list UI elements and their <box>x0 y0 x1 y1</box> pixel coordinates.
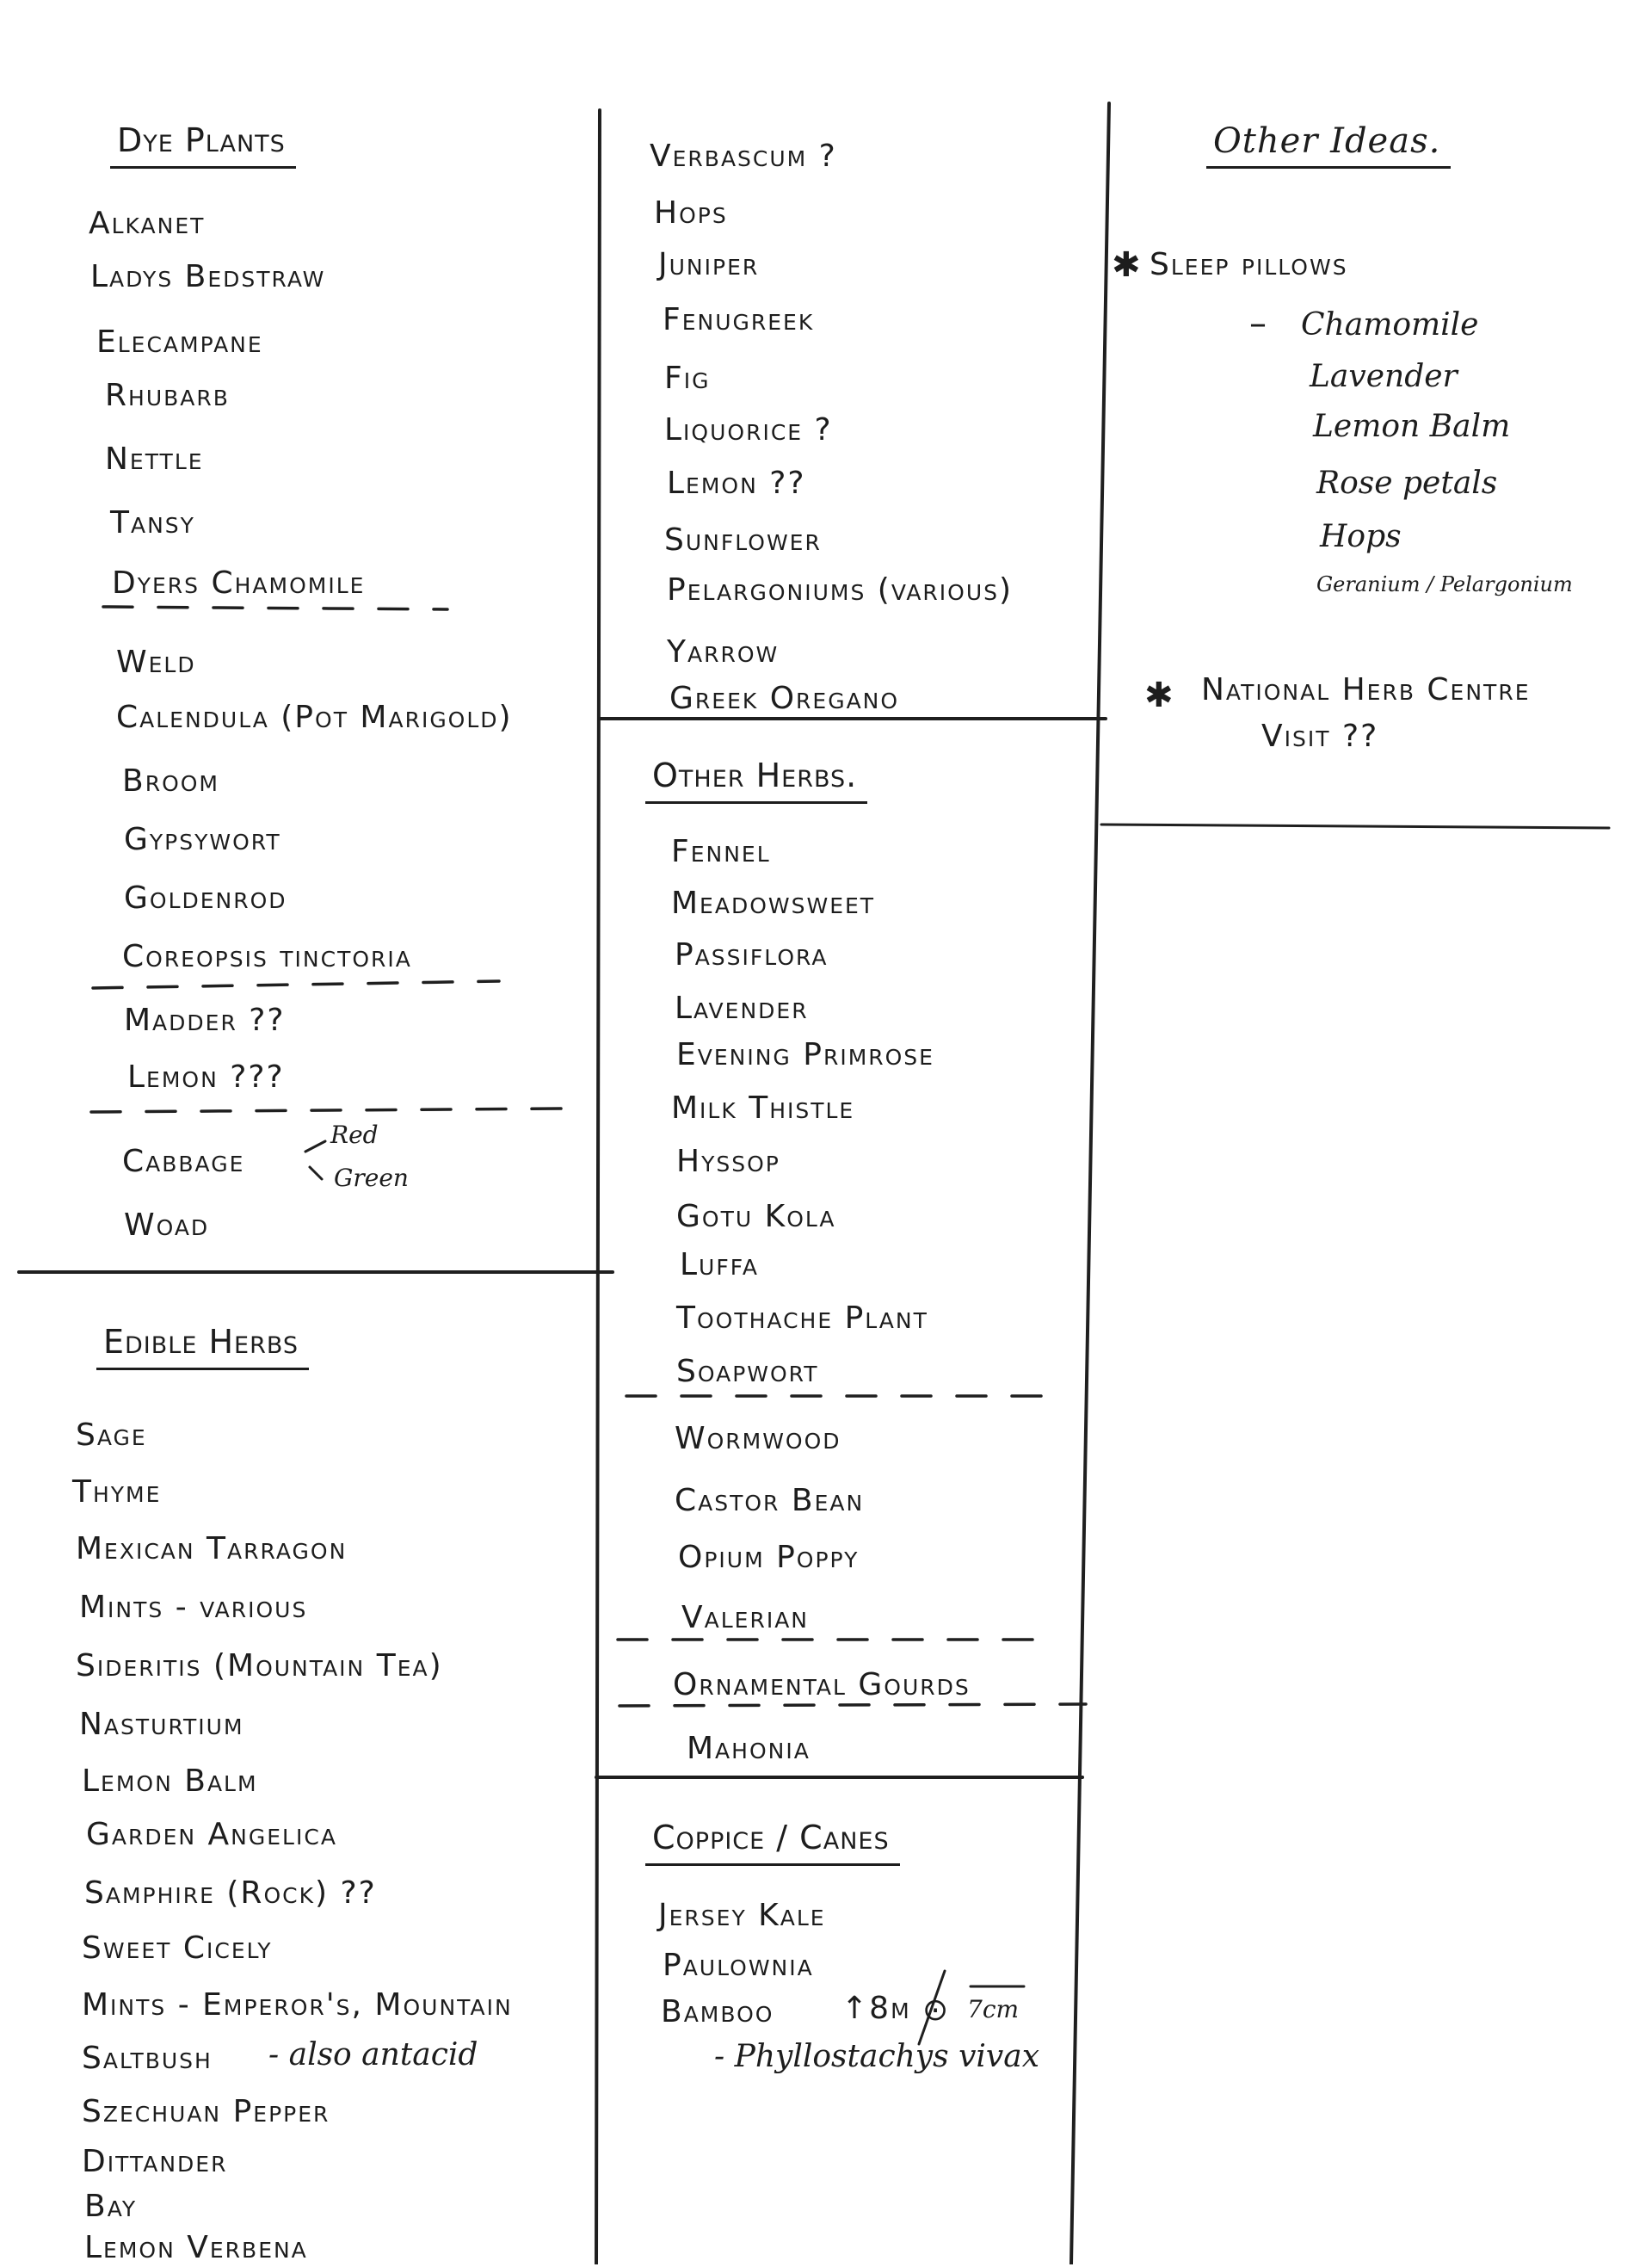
dye-plants-title: Dye Plants <box>117 121 286 159</box>
other-herb-item: Valerian <box>681 1600 809 1635</box>
other-herb-item: Wormwood <box>675 1421 841 1456</box>
middle-item: Sunflower <box>664 522 822 558</box>
dye-plant-item: Rhubarb <box>105 378 230 413</box>
bamboo-diameter-mark: ⊙ <box>922 1992 949 2028</box>
coppice-item: Paulownia <box>663 1948 814 1983</box>
dye-plant-item: Goldenrod <box>124 880 287 916</box>
middle-item: Fig <box>664 361 711 396</box>
edible-herb-item: Lemon Balm <box>82 1764 258 1799</box>
other-herb-item: Milk Thistle <box>671 1090 855 1126</box>
other-herb-item: Passiflora <box>675 937 829 973</box>
middle-item: Lemon ?? <box>667 466 806 501</box>
saltbush-note: - also antacid <box>268 2037 478 2072</box>
edible-herb-item: Sage <box>76 1418 147 1453</box>
coppice-item: Jersey Kale <box>658 1898 826 1933</box>
pillow-item: Hops <box>1320 519 1402 554</box>
dye-plant-item: Nettle <box>105 442 204 477</box>
dye-plant-item: Elecampane <box>96 324 263 360</box>
coppice-item: Bamboo <box>661 1994 774 2029</box>
other-herb-item: Toothache Plant <box>676 1300 928 1336</box>
divider-right-column <box>1071 103 1109 2264</box>
dye-plant-item: Tansy <box>110 505 195 540</box>
dye-plant-item: Coreopsis tinctoria <box>122 939 412 974</box>
herb-centre-line2: Visit ?? <box>1261 719 1379 754</box>
edible-herb-item: Garden Angelica <box>86 1817 337 1852</box>
pillow-item: Lavender <box>1310 359 1458 394</box>
dye-plant-item: Madder ?? <box>124 1003 286 1038</box>
other-herb-item: Luffa <box>680 1247 759 1282</box>
other-herb-item: Castor Bean <box>675 1483 865 1518</box>
dye-plant-item: Ladys Bedstraw <box>90 259 326 294</box>
other-herb-item: Lavender <box>675 991 809 1026</box>
bamboo-height: ↑8m <box>841 1991 911 2026</box>
middle-item: Verbascum ? <box>650 139 837 174</box>
edible-herb-item: Mexican Tarragon <box>76 1531 348 1566</box>
other-herb-item: Soapwort <box>676 1354 819 1389</box>
other-herb-item: Hyssop <box>676 1144 780 1179</box>
other-herb-item: Evening Primrose <box>676 1037 934 1072</box>
other-herbs-title: Other Herbs. <box>652 757 858 794</box>
other-herb-item: Mahonia <box>687 1731 811 1766</box>
middle-item: Liquorice ? <box>664 412 833 448</box>
star-icon: ✱ <box>1112 245 1141 285</box>
middle-item: Yarrow <box>667 634 780 670</box>
herb-centre-line1: National Herb Centre <box>1201 672 1531 707</box>
dash-after-dyers-chamomile <box>103 607 447 609</box>
edible-herb-item: Szechuan Pepper <box>82 2094 330 2129</box>
dye-plant-item: Calendula (Pot Marigold) <box>116 700 513 735</box>
bamboo-diameter: 7cm <box>967 1995 1020 2023</box>
other-ideas-title: Other Ideas. <box>1213 121 1441 161</box>
other-herb-item: Gotu Kola <box>676 1199 836 1234</box>
sleep-pillows-label: Sleep pillows <box>1150 247 1348 282</box>
middle-item: Hops <box>654 195 728 231</box>
pillow-item: Rose petals <box>1316 466 1498 501</box>
edible-herbs-title: Edible Herbs <box>103 1323 299 1361</box>
dye-plant-item: Woad <box>124 1208 210 1243</box>
pillow-item: Geranium / Pelargonium <box>1316 572 1573 596</box>
other-herb-item: Ornamental Gourds <box>673 1667 971 1702</box>
divider-left-column <box>596 110 600 2264</box>
cabbage-brace-lower <box>310 1167 322 1179</box>
middle-item: Fenugreek <box>663 302 815 337</box>
dash-after-lemon <box>91 1109 568 1112</box>
pillow-item: Chamomile <box>1301 307 1479 343</box>
dye-plant-item: Cabbage <box>122 1144 245 1179</box>
middle-item: Greek Oregano <box>669 681 900 716</box>
dye-plant-item: Dyers Chamomile <box>112 565 366 601</box>
cabbage-note-red: Red <box>330 1121 379 1149</box>
dash-after-coreopsis <box>93 981 499 988</box>
edible-herb-item: Mints - various <box>79 1590 308 1625</box>
pillow-list-dash: – <box>1249 304 1267 343</box>
dye-plant-item: Lemon ??? <box>127 1059 285 1095</box>
edible-herb-item: Mints - Emperor's, Mountain <box>82 1987 513 2023</box>
other-herb-item: Meadowsweet <box>671 886 876 921</box>
cabbage-note-green: Green <box>334 1164 409 1192</box>
edible-herb-item: Bay <box>84 2189 138 2224</box>
pillow-item: Lemon Balm <box>1313 409 1511 444</box>
edible-herb-item: Samphire (Rock) ?? <box>84 1875 377 1911</box>
dye-plant-item: Broom <box>122 763 219 799</box>
separator-ideas-end <box>1101 825 1609 828</box>
bamboo-species: - Phyllostachys vivax <box>714 2039 1040 2074</box>
coppice-title: Coppice / Canes <box>652 1819 890 1856</box>
other-herb-item: Fennel <box>671 834 771 869</box>
other-herb-item: Opium Poppy <box>678 1540 860 1575</box>
dye-plant-item: Weld <box>116 645 196 680</box>
middle-item: Pelargoniums (various) <box>667 572 1014 608</box>
dye-plant-item: Gypsywort <box>124 822 281 857</box>
edible-herb-item: Nasturtium <box>79 1707 244 1742</box>
edible-herb-item: Dittander <box>82 2144 228 2179</box>
star-icon: ✱ <box>1144 676 1174 715</box>
dye-plant-item: Alkanet <box>89 206 206 241</box>
middle-item: Juniper <box>658 247 760 282</box>
dash-after-gourds <box>620 1704 1086 1706</box>
edible-herb-item: Sideritis (Mountain Tea) <box>76 1648 443 1683</box>
edible-herb-item: Sweet Cicely <box>82 1930 273 1966</box>
cabbage-brace-upper <box>305 1141 325 1152</box>
edible-herb-item: Lemon Verbena <box>84 2230 308 2265</box>
edible-herb-item: Thyme <box>72 1474 162 1510</box>
edible-herb-item: Saltbush <box>82 2041 213 2076</box>
